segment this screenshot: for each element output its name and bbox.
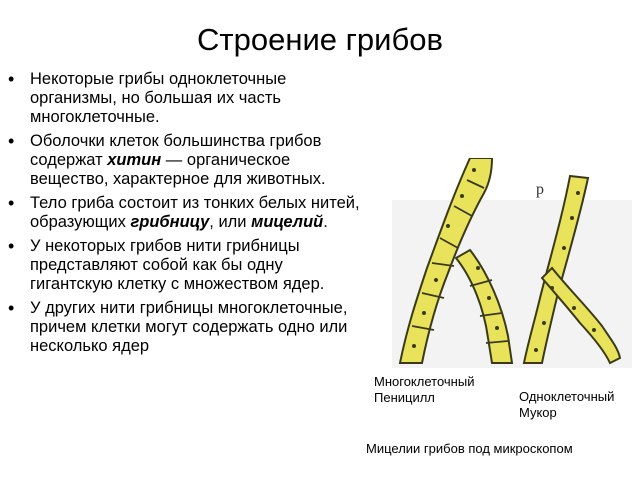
bullet-dot: •	[8, 236, 15, 256]
label-r: р	[536, 181, 544, 198]
bullet-item	[8, 70, 360, 127]
bullet-item	[8, 132, 360, 189]
caption-line: Многоклеточный	[374, 374, 475, 389]
bullet-text: Оболочки клеток большинства грибов содержат	[30, 132, 322, 169]
term-mycelium-2: мицелий	[251, 213, 324, 231]
bullet-dot: •	[8, 69, 15, 89]
caption-line: Пеницилл	[374, 390, 435, 405]
term-mycelium-1: грибницу	[130, 213, 210, 231]
caption-line: Одноклеточный	[519, 389, 615, 404]
caption-penicillium	[374, 374, 474, 406]
hyphae-figure	[392, 158, 632, 368]
bullet-text: У некоторых грибов нити грибницы представляют собой как бы одну гигантскую клетку с множеством ядер.	[30, 237, 325, 293]
caption-main: Мицелии грибов под микроскопом	[366, 441, 573, 456]
slide-title: Строение грибов	[197, 22, 443, 57]
bullet-dot: •	[8, 131, 15, 151]
caption-line: Мукор	[519, 405, 557, 420]
bullet-item	[8, 299, 360, 356]
bullet-list	[8, 70, 360, 361]
bullet-text: , или	[209, 213, 252, 231]
bullet-item	[8, 194, 360, 232]
bullet-text: У других нити грибницы многоклеточные, причем клетки могут содержать одно или несколько ядер	[30, 299, 348, 355]
bullet-text: Некоторые грибы одноклеточные организмы, но большая их часть многоклеточные.	[30, 70, 287, 126]
hyphae-illustration	[392, 158, 632, 368]
bullet-text: Тело гриба состоит из тонких белых нитей, образующих	[30, 194, 360, 231]
bullet-text: .	[323, 213, 328, 231]
term-chitin: хитин	[107, 151, 162, 169]
bullet-dot: •	[8, 298, 15, 318]
bullet-item	[8, 237, 360, 294]
bullet-text: — органическое вещество, характерное для животных.	[30, 151, 326, 188]
caption-mucor	[519, 389, 614, 421]
bullet-dot: •	[8, 193, 15, 213]
